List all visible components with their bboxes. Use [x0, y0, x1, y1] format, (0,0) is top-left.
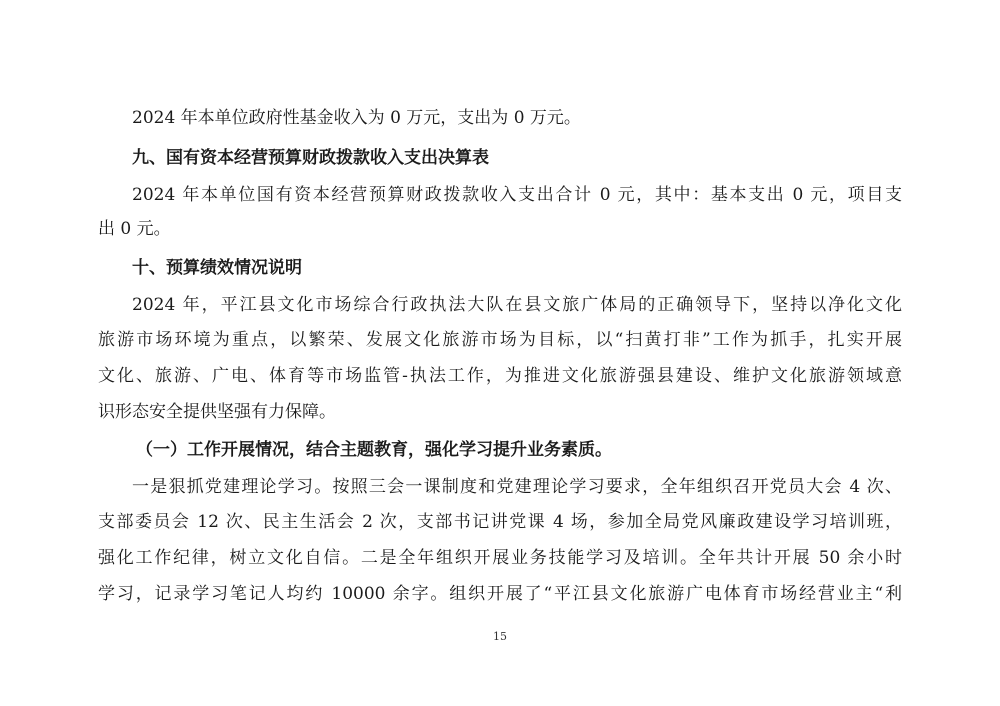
subsection-1-heading: （一）工作开展情况，结合主题教育，强化学习提升业务素质。 — [136, 440, 612, 460]
section-10-para2-line-4: 学习，记录学习笔记人均约 10000 余字。组织开展了“平江县文化旅游广电体育市场经营业主“利 — [98, 584, 902, 604]
section-10-para2-line-3: 强化工作纪律，树立文化自信。二是全年组织开展业务技能学习及培训。全年共计开展 50 余小时 — [98, 548, 902, 568]
section-10-heading: 十、预算绩效情况说明 — [132, 258, 302, 278]
section-10-para1-line-1: 2024 年，平江县文化市场综合行政执法大队在县文旅广体局的正确领导下，坚持以净化文化 — [132, 295, 902, 315]
section-10-para1-line-4: 识形态安全提供坚强有力保障。 — [98, 402, 336, 422]
section-10-para1-line-3: 文化、旅游、广电、体育等市场监管-执法工作，为推进文化旅游强县建设、维护文化旅游领域意 — [98, 366, 902, 386]
gov-fund-paragraph: 2024 年本单位政府性基金收入为 0 万元，支出为 0 万元。 — [132, 108, 581, 128]
section-9-text-line-1: 2024 年本单位国有资本经营预算财政拨款收入支出合计 0 元，其中：基本支出 0 元，项目支 — [132, 185, 902, 205]
page-number: 15 — [493, 630, 507, 643]
section-9-text-line-2: 出 0 元。 — [98, 219, 171, 239]
section-10-para1-line-2: 旅游市场环境为重点，以繁荣、发展文化旅游市场为目标，以“扫黄打非”工作为抓手，扎实开展 — [98, 330, 902, 350]
section-9-heading: 九、国有资本经营预算财政拨款收入支出决算表 — [132, 148, 489, 168]
section-10-para2-line-2: 支部委员会 12 次、民主生活会 2 次，支部书记讲党课 4 场，参加全局党风廉政建设学习培训班， — [98, 512, 902, 532]
section-10-para2-line-1: 一是狠抓党建理论学习。按照三会一课制度和党建理论学习要求，全年组织召开党员大会 4 次、 — [132, 477, 902, 497]
